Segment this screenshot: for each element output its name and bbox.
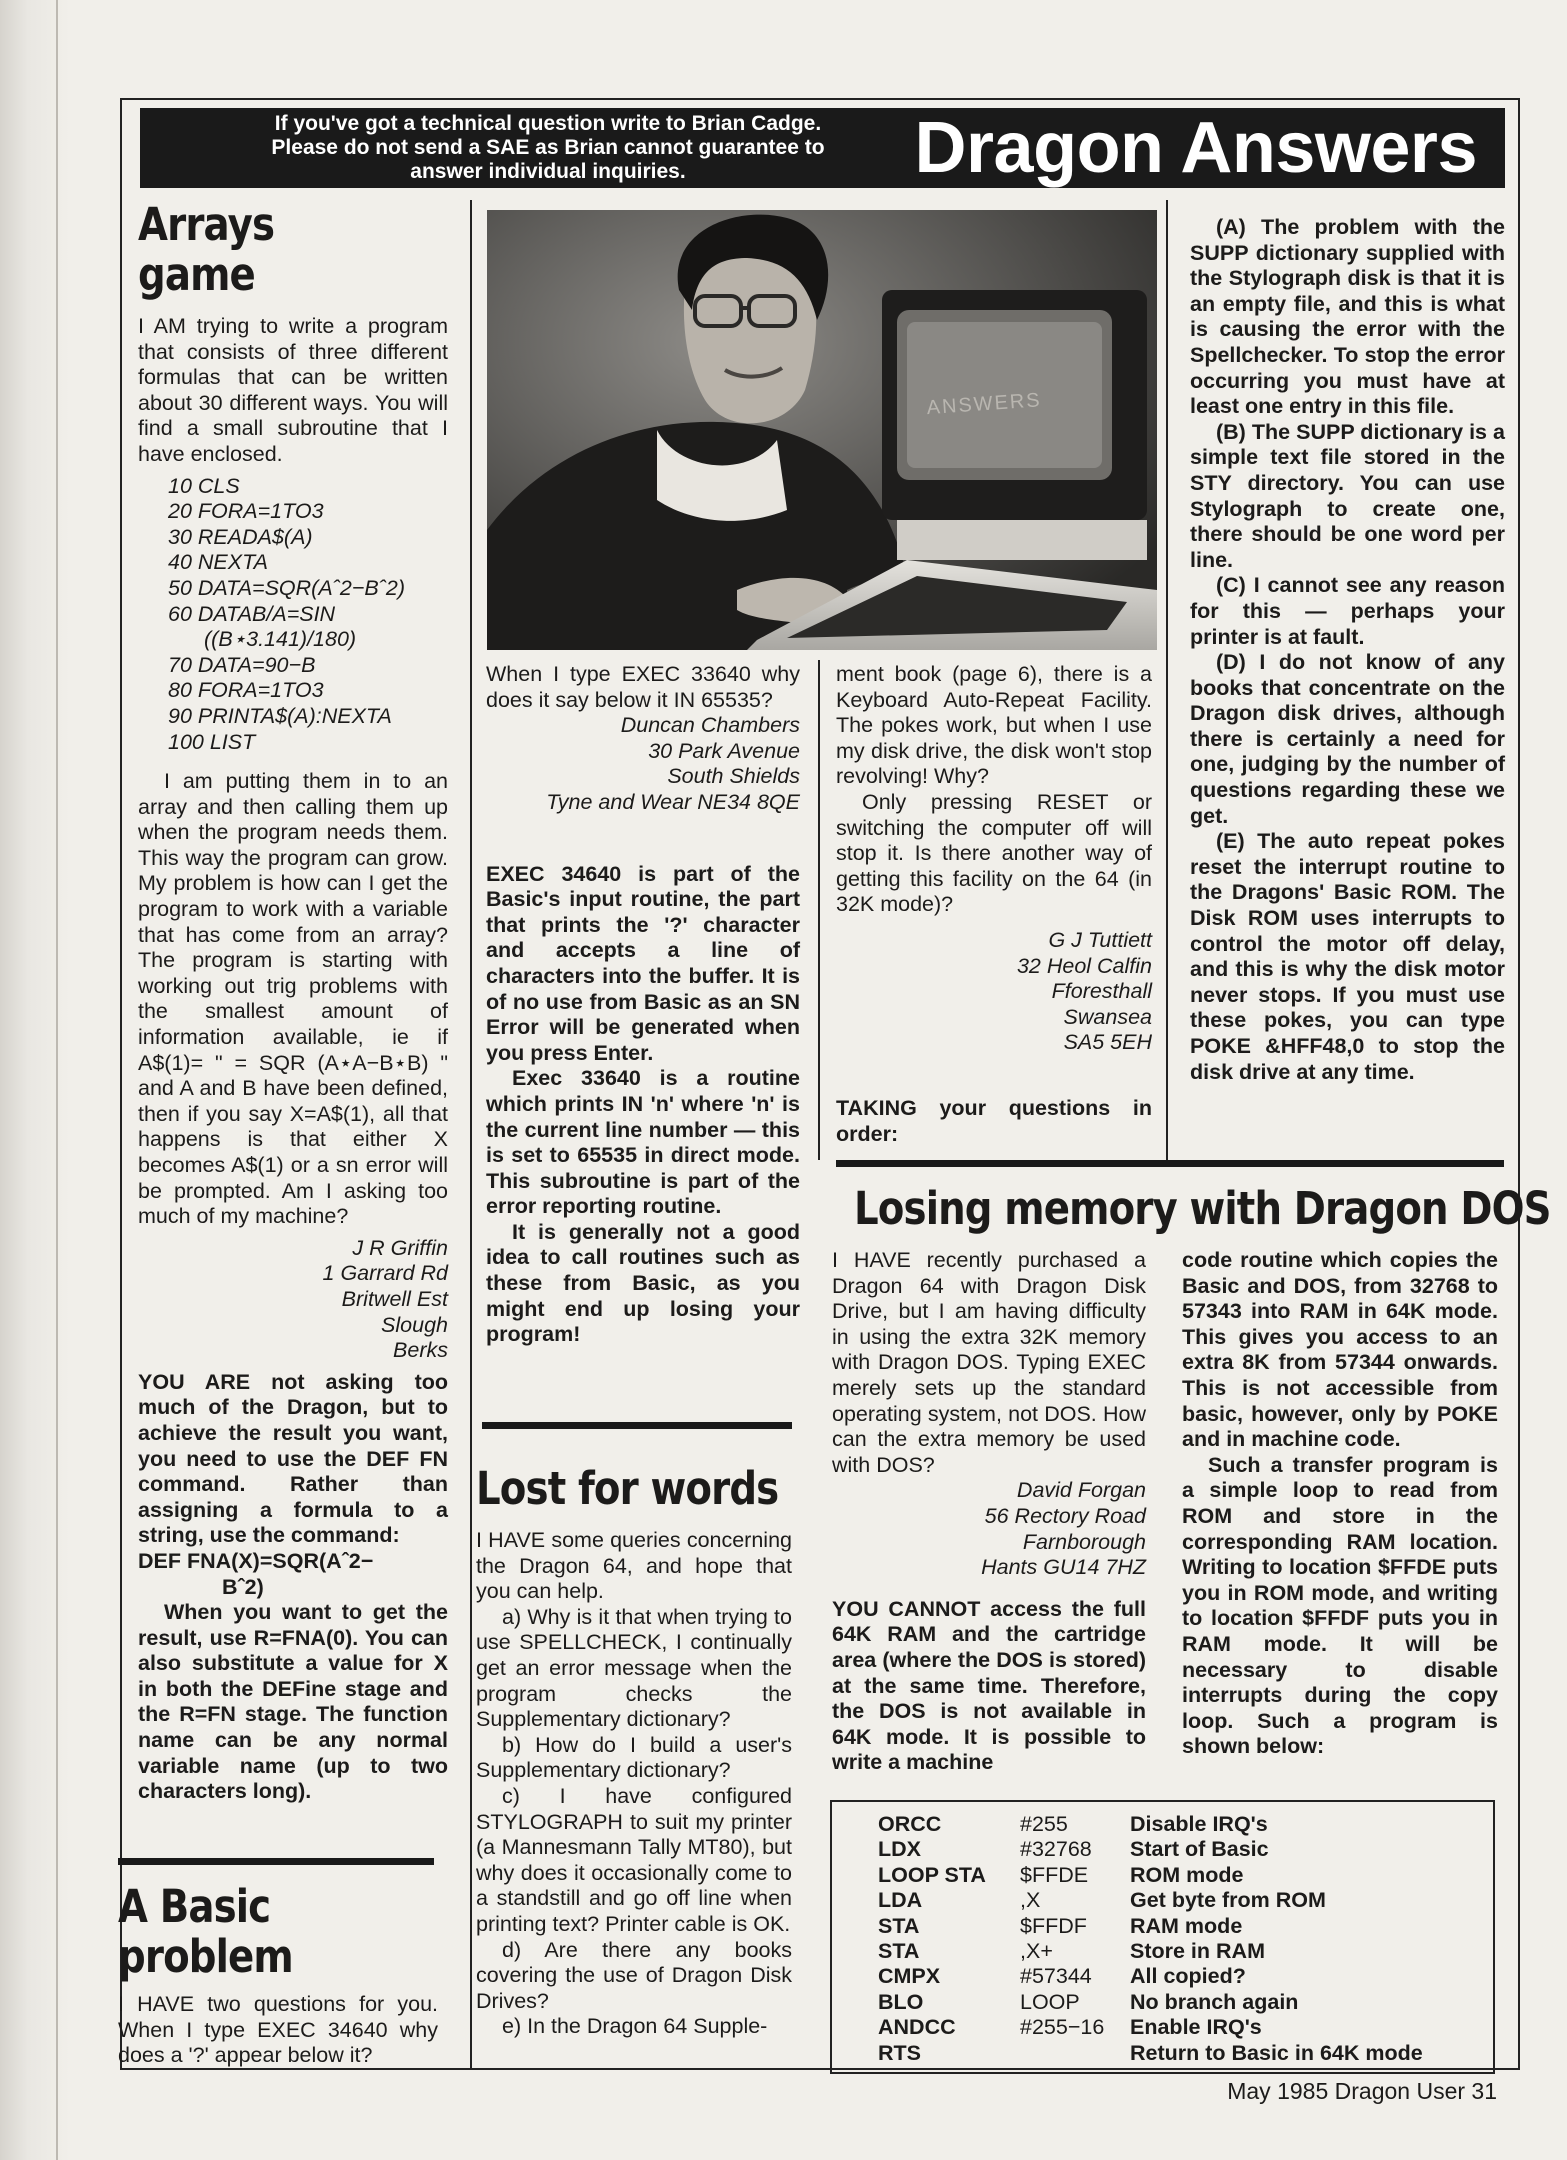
header-note: If you've got a technical question write to Brian Cadge. Please do not send a SAE as Brian cannot guarantee to answer individual inquiries. [271, 112, 825, 183]
listing-row [878, 1863, 1423, 1888]
listing-comment: Start of Basic [1130, 1837, 1269, 1862]
basic-intro: I HAVE two questions for you. When I type EXEC 34640 why does a '?' appear below it? [118, 1992, 438, 2068]
listing-arg: $FFDF [1020, 1913, 1087, 1938]
listing-row [878, 1990, 1423, 2015]
lost-answer-intro: TAKING your questions in order: [836, 1095, 1152, 1146]
lost-answer-e: (E) The auto repeat pokes reset the interrupt routine to the Dragons' Basic ROM. The Disk ROM uses interrupts to control the motor off delay, and this is why the disk motor never stops. If you must use these pokes, you can type POKE &HFF48,0 to stop the disk drive at any time. [1190, 829, 1505, 1084]
code-line: 80 FORA=1TO3 [168, 678, 324, 703]
lost-answer-d: (D) I do not know of any books that concentrate on the Dragon disk drives, although there is certainly a need for one, judging by the number of questions regarding these we get. [1190, 650, 1505, 828]
signature-line: Berks [393, 1338, 448, 1363]
code-line: 40 NEXTA [168, 550, 268, 575]
listing-arg: #32768 [1020, 1837, 1092, 1862]
listing-op: LDX [878, 1837, 921, 1862]
basic-headline: A Basic problem [118, 1880, 293, 1983]
listing-op: LDA [878, 1888, 923, 1913]
signature-line: 32 Heol Calfin [1016, 953, 1152, 978]
code-line: 20 FORA=1TO3 [168, 499, 324, 524]
column-rule-1 [470, 200, 472, 2070]
listing-row [878, 1888, 1423, 1913]
signature-line: Hants GU14 7HZ [981, 1555, 1146, 1580]
listing-arg: ,X+ [1020, 1939, 1053, 1964]
lost-question-e-cont: ment book (page 6), there is a Keyboard Auto-Repeat Facility. The pokes work, but when I use my disk drive, the disk won't stop revolving! Why? [836, 662, 1152, 789]
arrays-body: I am putting them in to an array and then calling them up when the program needs them. This way the program can grow. My problem is how can I get the program to work with a variable that has come from an array? The program is starting with working out trig problems with the smallest amount of information available, ie if A$(1)= " = SQR (A⋆A−B⋆B) " and A and B have been defined, then if you say X=A$(1), all that happens is that either X becomes A$(1) or a sn error will be prompted. Am I asking too much of my machine? [138, 769, 448, 1229]
signature-line: J R Griffin [352, 1235, 448, 1260]
signature-line: South Shields [667, 764, 800, 789]
listing-row [878, 1939, 1423, 1964]
lost-question-b: b) How do I build a user's Supplementary dictionary? [476, 1732, 792, 1783]
listing-arg: $FFDE [1020, 1862, 1089, 1887]
dos-signature [832, 1478, 1146, 1580]
column-2 [486, 662, 800, 1348]
dos-headline-wrap [854, 1184, 1567, 1234]
listing-op: ORCC [878, 1812, 942, 1836]
signature-line: Fforesthall [1051, 979, 1152, 1004]
code-line: 60 DATAB/A=SIN [168, 601, 336, 626]
lost-question-e-end: Only pressing RESET or switching the computer off will stop it. Is there another way of getting this facility on the 64 (in 32K mode)? [836, 789, 1152, 917]
code-line: 90 PRINTA$(A):NEXTA [168, 703, 392, 728]
listing-row [878, 1914, 1423, 1939]
arrays-code [138, 474, 448, 756]
listing-comment: Return to Basic in 64K mode [1130, 2040, 1423, 2065]
listing-comment: Disable IRQ's [1130, 1812, 1268, 1836]
listing-arg: LOOP [1020, 1989, 1080, 2014]
basic-column-1 [118, 1882, 438, 2069]
arrays-answer-code-1: DEF FNA(X)=SQR(Aˆ2− [138, 1548, 374, 1573]
listing-arg: #255 [1020, 1812, 1068, 1836]
photo-man-with-computer [487, 210, 1157, 650]
signature-line: Duncan Chambers [620, 713, 800, 738]
listing-row [878, 2015, 1423, 2040]
code-line: 10 CLS [168, 473, 240, 498]
listing-op: ANDCC [878, 2015, 956, 2040]
arrays-answer-1: YOU ARE not asking too much of the Dragon, but to achieve the result you want, you need to use the DEF FN command. Rather than assigning a formula to a string, use the command: [138, 1369, 448, 1548]
dos-column-left [832, 1248, 1146, 1776]
signature-line: 56 Rectory Road [984, 1503, 1146, 1528]
arrays-intro: I AM trying to write a program that consists of three different formulas that can be written about 30 different ways. You will find a small subroutine that I have enclosed. [138, 314, 448, 466]
rule-dos [836, 1160, 1504, 1167]
signature-line: David Forgan [1016, 1478, 1146, 1503]
page-title: Dragon Answers [914, 108, 1477, 188]
signature-line: Swansea [1063, 1004, 1152, 1029]
signature-line: Tyne and Wear NE34 8QE [546, 789, 800, 814]
column-1 [138, 200, 448, 1805]
signature-line: SA5 5EH [1063, 1030, 1152, 1055]
lost-answer-a: (A) The problem with the SUPP dictionary supplied with the Stylograph disk is that it is an empty file, and this is what is causing the error with the Spellchecker. To stop the error occurring you must have at least one entry in this file. [1190, 215, 1505, 419]
lost-signature [836, 928, 1152, 1056]
column-rule-3 [1166, 200, 1168, 1160]
page-spine [0, 0, 70, 2160]
lost-answer-c: (C) I cannot see any reason for this — perhaps your printer is at fault. [1190, 573, 1505, 649]
basic-answer-1: EXEC 34640 is part of the Basic's input routine, the part that prints the '?' character and accepts a line of characters into the buffer. It is of no use from Basic as an SN Error will be generated when you press Enter. [486, 861, 800, 1065]
signature-line: Britwell Est [341, 1286, 448, 1311]
assembly-listing [830, 1800, 1495, 2074]
arrays-answer-code-2: Bˆ2) [222, 1574, 264, 1599]
code-line: 100 LIST [168, 729, 256, 754]
listing-comment: ROM mode [1130, 1862, 1244, 1887]
rule-lost [482, 1422, 792, 1429]
lost-headline: Lost for words [476, 1462, 779, 1515]
header-bar [140, 108, 1505, 188]
listing-row [878, 2041, 1423, 2066]
arrays-signature [138, 1236, 448, 1364]
column-4 [1190, 215, 1505, 1085]
code-line: 70 DATA=90−B [168, 652, 316, 677]
lost-question-e-start: e) In the Dragon 64 Supple- [502, 2014, 768, 2039]
basic-answer-2: Exec 33640 is a routine which prints IN 'n' where 'n' is the current line number — this is set to 65535 in direct mode. This subroutine is part of the error reporting routine. [486, 1066, 800, 1219]
signature-line: Farnborough [1022, 1529, 1146, 1554]
signature-line: Slough [381, 1312, 448, 1337]
code-line: ((B⋆3.141)/180) [204, 627, 357, 652]
lost-column [476, 1464, 792, 2040]
signature-line: G J Tuttiett [1048, 927, 1152, 952]
assembly-table [878, 1812, 1423, 2066]
dos-question: I HAVE recently purchased a Dragon 64 with Dragon Disk Drive, but I am having difficulty in using the extra 32K memory with Dragon DOS. Typing EXEC merely sets up the standard operating system, not DOS. How can the extra memory be used with DOS? [832, 1248, 1146, 1477]
column-3 [836, 662, 1152, 1147]
page-footer: May 1985 Dragon User 31 [1227, 2078, 1497, 2104]
listing-comment: Store in RAM [1130, 1939, 1265, 1964]
basic-question-2: When I type EXEC 33640 why does it say below it IN 65535? [486, 662, 800, 712]
listing-op: LOOP STA [878, 1862, 986, 1887]
monitor-screen-text: ANSWERS [925, 389, 1043, 420]
arrays-answer-2: When you want to get the result, use R=FNA(0). You can also substitute a value for X in both the DEFine stage and the R=FN stage. The function name can be any normal variable name (up to two characters long). [138, 1600, 448, 1804]
basic-signature [486, 713, 800, 815]
listing-op: STA [878, 1913, 920, 1938]
code-line: 50 DATA=SQR(Aˆ2−Bˆ2) [168, 575, 405, 600]
signature-line: 30 Park Avenue [648, 738, 800, 763]
listing-arg: ,X [1020, 1888, 1041, 1913]
rule-basic [118, 1858, 434, 1865]
listing-row [878, 1964, 1423, 1989]
listing-comment: Enable IRQ's [1130, 2015, 1262, 2040]
column-rule-2 [818, 660, 820, 1160]
listing-comment: All copied? [1130, 1964, 1246, 1989]
listing-comment: RAM mode [1130, 1913, 1243, 1938]
signature-line: 1 Garrard Rd [322, 1261, 448, 1286]
listing-comment: No branch again [1130, 1989, 1299, 2014]
listing-arg [1020, 2041, 1130, 2066]
listing-op: CMPX [878, 1964, 941, 1989]
listing-op: RTS [878, 2040, 921, 2065]
dos-column-right [1182, 1248, 1498, 1760]
lost-question-d: d) Are there any books covering the use of Dragon Disk Drives? [476, 1937, 792, 2013]
basic-answer-3: It is generally not a good idea to call routines such as these from Basic, as you might end up losing your program! [486, 1219, 800, 1347]
lost-question-a: a) Why is it that when trying to use SPELLCHECK, I continually get an error message when the program checks the Supplementary dictionary? [476, 1604, 792, 1732]
lost-answer-b: (B) The SUPP dictionary is a simple text file stored in the STY directory. You can use Stylograph to create one, there should be one word per line. [1190, 419, 1505, 572]
dos-headline: Losing memory with Dragon DOS [854, 1182, 1551, 1235]
lost-intro: I HAVE some queries concerning the Dragon 64, and hope that you can help. [476, 1528, 792, 1604]
listing-op: STA [878, 1939, 920, 1964]
dos-answer-2: code routine which copies the Basic and DOS, from 32768 to 57343 into RAM in 64K mode. This gives you access to an extra 8K from 57344 onwards. This is not accessible from basic, however, only by POKE and in machine code. [1182, 1248, 1498, 1452]
listing-comment: Get byte from ROM [1130, 1888, 1326, 1913]
lost-question-c: c) I have configured STYLOGRAPH to suit my printer (a Mannesmann Tally MT80), but why does it occasionally come to a standstill and go off line when printing text? Printer cable is OK. [476, 1783, 792, 1936]
dos-answer-3: Such a transfer program is a simple loop to read from ROM and store in the corresponding RAM location. Writing to location $FFDE puts you in ROM mode, and writing to location $FFDF puts you in RAM mode. It will be necessary to disable interrupts during the copy loop. Such a program is shown below: [1182, 1452, 1498, 1759]
arrays-headline: Arrays game [138, 198, 275, 301]
code-line: 30 READA$(A) [168, 524, 313, 549]
dos-answer-1: YOU CANNOT access the full 64K RAM and the cartridge area (where the DOS is stored) at the same time. Therefore, the DOS is not available in 64K mode. It is possible to write a machine [832, 1596, 1146, 1775]
listing-row [878, 1812, 1423, 1837]
listing-arg: #255−16 [1020, 2015, 1105, 2040]
listing-op: BLO [878, 1989, 924, 2014]
listing-arg: #57344 [1020, 1964, 1092, 1989]
listing-row [878, 1837, 1423, 1862]
